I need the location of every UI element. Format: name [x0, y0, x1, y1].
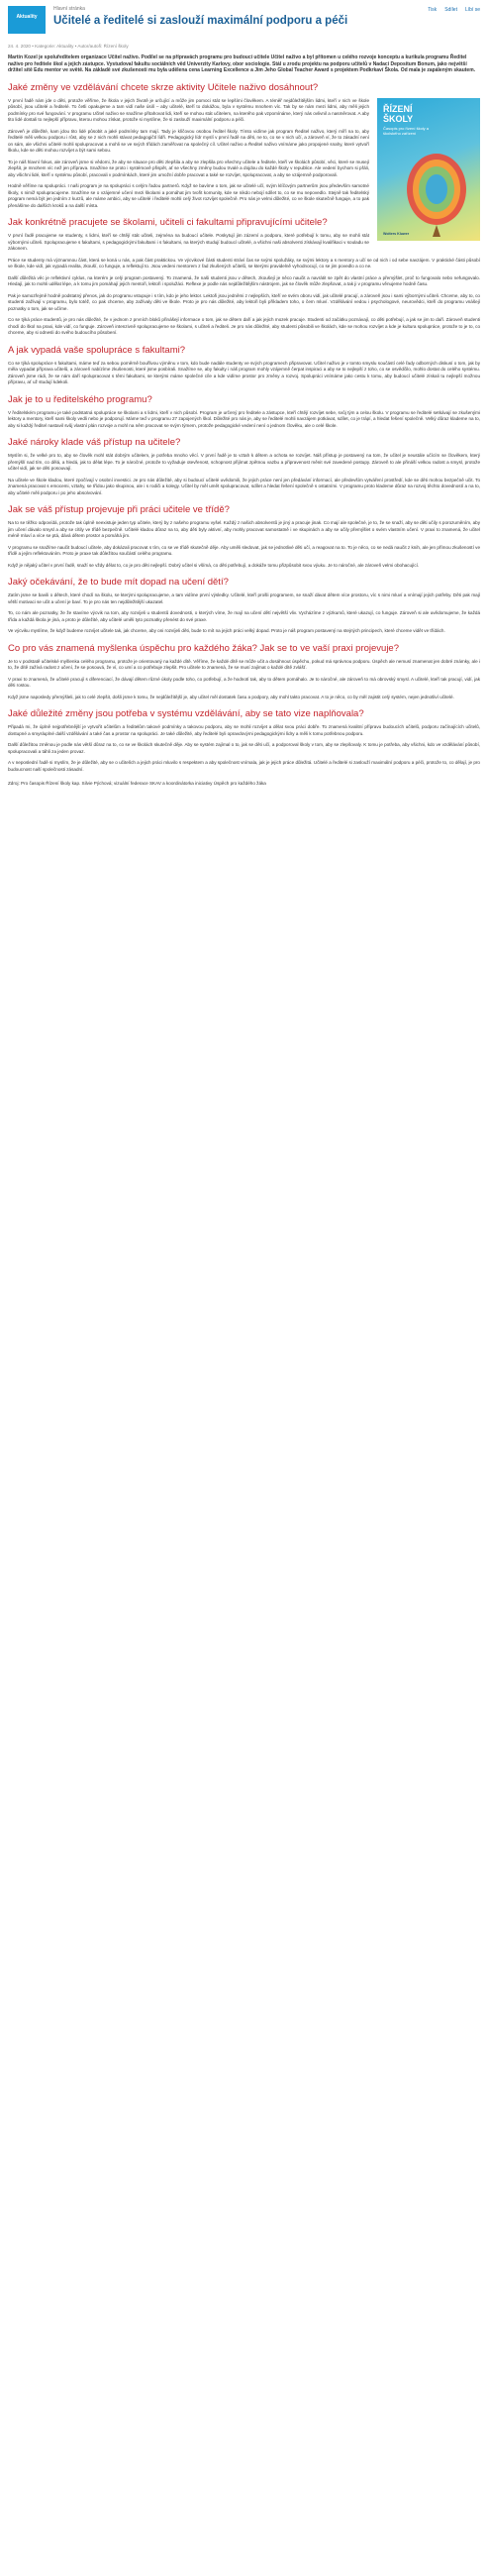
section-heading: Jaké důležité změny jsou potřeba v systému vzdělávání, aby se tato vize naplňovala? [8, 708, 364, 720]
print-button[interactable]: Tisk [428, 7, 438, 13]
article-meta: 24. 4. 2020 • Kategorie: Aktuality • Autor/autoři: Řízení školy [8, 44, 129, 49]
paragraph: V programu se snažíme naučit budoucí učitele, aby dokázali pracovat s tím, co se ve třídě skutečně děje. Aby uměli sledovat, jak se jednotlivé děti učí, a reagovat na to. To je něco, co se nedá naučit z knih, ale jen přímou zkušeností ve třídě a jejím reflektováním. Proto je praxe tak důležitou součástí celého programu. [8, 544, 480, 557]
breadcrumb[interactable]: Hlavní stránka [53, 6, 85, 12]
article-header [0, 0, 488, 34]
paragraph: V ředitelském programu je také podstatná spolupráce se školami a s lidmi, kteří v nich působí. Program je určený pro ředitele a zástupce, kteří chtějí rozvíjet sebe, svůj tým a celou školu. V programu se ředitelé setkávají se zkušenými lektory a mentory, kteří sami školy vedli nebo je podporují. Máme teď v programu 27 zapojených škol. Důležité pro nás je, aby se ředitelé mohli navzájem potkávat, sdílet, co je trápí, a hledat řešení společně. Velký důraz klademe na to, aby si každý ředitel nastavil svůj vlastní plán rozvoje a mohl na něm pracovat se svým týmem, protože pedagogické vedení není o jednom člověku, ale o celé škole. [8, 409, 480, 428]
cover-publisher: Wolters Kluwer [383, 231, 410, 236]
paragraph: Co se týká práce studentů, je pro nás důležité, že v jednom z prvních bloků přinášejí informace o tom, jak se dětem daří a jak jejich mozek pracuje. Studenti od začátku poznávají, co děti potřebují, a jak se jim to daří. Zároveň studenti chodí do škol na praxi, kde vidí, co funguje. Zároveň intenzivně spolupracujeme se školami, s učiteli a řediteli. Je pro nás důležité, aby studenti působili ve školách, kde se mohou rozvíjet a kde je kultura spolupráce, protože to je to, co chceme, aby si odnesli do svého budoucího působení. [8, 317, 480, 336]
paragraph: V praxi to znamená, že učitelé pracují s diferenciací, že dávají dětem různé úkoly podle toho, co potřebují, a že hodnotí tak, aby to dětem pomáhalo. Je to náročné, ale zároveň to má obrovský smysl. A učitelé, kteří tak pracují, vidí, jak děti rostou. [8, 676, 480, 689]
paragraph: Když jsme naposledy přemýšleli, jak to celé zlepšit, došli jsme k tomu, že nejdůležitější je, aby učitel měl dostatek času a podpory, aby mohl takto pracovat. A to je něco, co by měl zajistit celý systém, nejen jednotliví učitelé. [8, 694, 454, 699]
paragraph: To, co nám ale poznatky, že že stavíme výcvik na tom, aby rozvíjeli u studentů dovednosti, o kterých víme, že mají na učení dětí největší vliv. Vycházíme z výzkumů, které ukazují, co funguje. Zároveň si ale uvědomujeme, že každá třída a každá škola je jiná, a proto je důležité, aby učitelé uměli tyto poznatky přenést do své praxe. [8, 610, 480, 622]
header-main [53, 6, 422, 28]
page-title: Učitelé a ředitelé si zaslouží maximální podporu a péči [53, 15, 348, 27]
paragraph: V první řadě nám jde o děti, protože věříme, že škola v jejich životě je určující a může jim pomoci stát se lepšími člověkem. A téměř nejdůležitějším lidmi, kteří v nich ve škole působí, jsou učitelé a ředitelé. To četli opakujeme a tam vidí naše úsilí – aby učitelé, kteří to dokážou, byla v systému mnohem víc. Tak by se nám mezi lidmi, aby měli jejich podmínky pro své fungování. V programu Učitel naživo se snažíme přitahovat lidi, kteří se mohou stát učitelem, na kterého pak vzpomínáme, který nás ovlivnil a nasměrovat. A aby tito lidé dostali to nejlepší přípravu, kterou mohou získat, protože si myslíme, že si zaslouží maximální podporu a péči. [8, 97, 369, 123]
cover-subtitle: Časopis pro řízení školy a školského zařízení [383, 125, 430, 136]
cover-title: ŘÍZENÍ ŠKOLY [383, 103, 414, 124]
paragraph: Když je nějaký učitel v první řadě, snaží se vždy dělat to, co je pro děti nejlepší. Dobrý učitel si všímá, co děti potřebují, a dokáže tomu přizpůsobit svou výuku. Je to náročné, ale zároveň velmi obohacující. [8, 562, 420, 568]
paragraph: Připadá mi, že úplně nejpotřebnější je vytvořit učitelům a ředitelům takové podmínky a takovou podporu, aby se mohli rozvíjet a dělat svou práci dobře. To znamená kvalitní přípravu budoucích učitelů, podporu začínajících učitelů, dostupné a smysluplné další vzdělávání a také čas a prostor na spolupráci. Je také důležité, aby ředitelé byli opravdovými pedagogickými lídry a měli k tomu potřebnou podporu. [8, 724, 480, 736]
section-heading: Jak konkrétně pracujete se školami, učiteli ci fakultami připravujícími učitele? [8, 217, 328, 229]
paragraph: Zatím jsme se bavili o dětech, které chodí na školu, se kterými spolupracujeme, a tam vidíme první výsledky. Učitelé, kteří prošli programem, se snaží dávat dětem více prostoru, víc s nimi mluví a vnímají jejich potřeby. Děti pak mají větší motivaci se učit a učení je baví. To je pro nás ten nejdůležitější ukazatel. [8, 592, 480, 604]
like-button[interactable]: Líbí se [464, 7, 480, 13]
paragraph: Na to se těžko odpovídá, protože tak úplně neexistuje jeden typ učitele, který by z našeho programu vyšel. Každý z našich absolventů je jiný a pracuje jinak. Co mají ale společné, je to, že se snaží, aby se děti učily s porozuměním, aby jim učení dávalo smysl a aby se cítily ve třídě bezpečně. Učitelé kladou důraz na to, aby děti byly aktivní, aby mohly pracovat samostatně i ve skupinách a aby se učily přemýšlet o svém vlastním učení. V praxi to znamená, že učitel méně mluví a více se ptá, dává dětem prostor a pomáhá jim. [8, 520, 480, 539]
magazine-cover-image [377, 98, 480, 241]
paragraph: Pak je samozřejmě hodně podstatný přenos, jak do programu vstupuje i s tím, kdo je jeho lektor. Lektoři jsou jedněmi z nejlepších, kteří ve svém oboru vidí, jak učitelé pracují, a zároveň jsou i sami výbornými učiteli. Chceme, aby to, co studenti zažívají v programu, bylo totéž, co pak chceme, aby zažívaly děti ve škole. Proto je pro nás důležité, aby lektoři byli příkladem toho, o čem mluví. Vzdělávání vedou i psychologové, neurovědci, kteří do programu vnášejí poznatky o tom, jak se učíme. [8, 292, 480, 311]
paragraph: To je náš hlavní fokus, ale zároveň jsme si vědomi, že aby se situace pro děti zlepšila a aby se zlepšila pro všechny učitele a ředitele, kteří ve školách působí, věci, které se musejí zlepšit, je mnohem víc než jen příprava. Snažíme se proto i systémově přispět, ať se všechny změny budou trvalé a dojdou do každé školy v republice. Ale vedení bychom si přáli, aby všichni lidé, kteří v systému působí, pracovali v podmínkách, které jim umožní dobře pracovat a také se rozvíjet, spolupracovat, a aby se vzájemně podporovali. [8, 159, 369, 177]
paragraph: Ve výcviku myslíme, že když budeme rozvíjet učitele tak, jak chceme, aby oni rozvíjeli děti, bude to mít na jejich práci velký dopad. Proto je náš program postavený na stejných principech, které chceme vidět ve třídách. [8, 628, 445, 634]
category-badge[interactable]: Aktuality [8, 6, 46, 34]
article-actions [428, 6, 480, 13]
article-body [0, 82, 488, 793]
paragraph: Zároveň je důležité, kam jdou tito lidé působit a jaké podmínky tam mají. Tady je klíčovou osobou ředitel školy. Tímto vidíme jak program Ředitel naživo, který míří na to, aby ředitelé měli velkou podporu i růst, aby se z nich mohli stávat pedagogičtí lídři. Pedagogický lídr myslí v první řadě na děti, ne to, co se v nich učí, a zároveň ví, že to zásadní není on sám, ale všichni učitelé mohli spolupracovat a mohli se ve svých třídách zaměřovat na společný cíl. Učitel naživo a Ředitel naživo vnímáme jako propojené snahy, které vytvoří školu, kde se děti mohou rozvíjet a být sami sebou. [8, 128, 369, 154]
paragraph: Myslím si, že velké pro to, aby se člověk mohl stát dobrým učitelem, je potřeba mnoho věcí. V první řadě je to vztah k dětem a ochota se rozvíjet. Náš přístup je postavený na tom, že učitel je neustále učícím se člověkem, který přemýšlí nad tím, co dělá, a hledá, jak to dělat lépe. To je náročné, protože to vyžaduje otevřenost, schopnost přijímat zpětnou vazbu a připravenost měnit své zavedené postupy. Zároveň to ale přináší velkou radost a smysl, protože učitel vidí, jak se děti posouvají. [8, 453, 480, 472]
section-heading: Jak je to u ředitelského programu? [8, 393, 152, 405]
section-heading: Jaké změny ve vzdělávání chcete skrze aktivity Učitele naživo dosáhnout? [8, 81, 319, 93]
paragraph: Co se týká spolupráce s fakultami, máme teď za sebou poměrně bouřlivou výměnu v tom, kdo bude nadále studenty ve svých programech připravovat. Učitel naživo je v tomto smyslu součástí celé řady odborných diskusí o tom, jak by měla vypadat příprava učitelů, a zároveň nabízíme zkušenosti, které jsme posbírali. Snažíme se, aby fakulty i náš program mohly vzájemně čerpat inspiraci a aby se to nejlepší z toho, co se osvědčilo, mohlo dostat do celého systému. Zároveň jsme rádi, že se nám daří spolupracovat s těmi fakultami, se kterými máme společné cíle a kde vidíme prostor pro změny a rozvoj. Spolupráci vnímáme jako cestu k tomu, aby budoucí učitelé získali tu nejlepší možnou přípravu, ať už studují kdekoli. [8, 360, 480, 385]
share-button[interactable]: Sdílet [444, 7, 457, 13]
paragraph: Další důležitá věc je reflektivní cyklus, na kterém je celý program postavený. To znamená, že naši studenti jsou v dětech, zkoušejí je něco naučit a navrátit se zpět do vlastní práce a přemýšlet, proč to fungovalo nebo nefungovalo. Hledají, jak to mohli udělat lépe, a k tomu jim pomáhají jejich mentoři, lektoři i spolužáci. Reflexe je podle nás nejdůležitějším nástrojem, jak se člověk může zlepšovat, a tak ji v programu věnujeme hodně času. [8, 274, 480, 287]
section-heading: Jaké nároky klade váš přístup na učitele? [8, 437, 181, 449]
section-heading: A jak vypadá vaše spolupráce s fakultami? [8, 344, 186, 356]
article-page [0, 0, 488, 800]
paragraph: Je to v podstatě učitelské myšlenka celého programu, protože je orientovaný na každé dítě. Věříme, že každé dítě se může učit a dosáhnout úspěchu, pokud má správnou podporu. Úspěch ale nemusí znamenat jen dobré známky, ale i to, že dítě zažívá radost z učení, že se posouvá, že ví, co umí a co potřebuje zlepšit. Pro učitele to znamená, že se musí zajímat o každé dítě zvlášť. [8, 658, 480, 671]
paragraph: V první řadě pracujeme se studenty, s lidmi, kteří se chtějí stát učiteli, zejména na budoucí učitele. Poskytují jim zázemí a podporu, které potřebují k tomu, aby se mohli stát výbornými učiteli. Spolupracujeme s fakultami, s pedagogickými fakultami i s fakultami, na kterých studují budoucí učitelé, a všichni naši absolventi získávají kvalifikaci v souladu se zákonem. [8, 233, 369, 252]
paragraph: Na učitele ve škole kladou, které zpočívají v osobní investici. Je pro nás důležité, aby si budoucí učitelé uvědomili, že jejich práce není jen předávání informací, ale především vytváření prostředí, kde se děti mohou bezpečně učit. To znamená pracovat s emocemi, vztahy, se třídou jako skupinou, ale i s rodiči a kolegy. Učitel by měl umět spolupracovat, sdílet a hledat řešení společně s ostatními. V programu proto klademe důraz na rozvoj těchto dovedností a na to, aby učitelé měli podporu i po jeho absolvování. [8, 477, 480, 495]
paragraph: Hodně věříme na spolupráci. I naši program je na spolupráci s celým řadou partnerů. Když se bavíme o tom, jak se učitelé učí, svým klíčovým partnerům jsou především samotné školy, s nimiž spolupracujeme. Snažíme se o vzájemné učení mezi školami a pomáhat jim tvořit komunity, kde se nikdo nebojí sdílet to, co se mu nepovedlo. Stejně tak ředitelský program nemá být jen jedním z kurzů, ale máme ambici, aby se učitelé i ředitelé mohli celý život rozvíjet společně. Pro nás je velmi důležité, co ve škole skutečně funguje, a to pak přenášíme do dalších kroků a na další místa. [8, 183, 369, 208]
paragraph: Práce se studenty má významnou část, která se koná u nás, a pak část praktickou. Ve výcvikové části studenti stráví čas se svými spolužáky, se svými lektory a s mentory a učí se od nich i od sebe navzájem. V praktické části působí ve škole, kde vidí, jak vypadá realita, zkouší, co funguje, a reflektují to. Jsou vedeni mentorem z řad zkušených učitelů, se kterými pravidelně vyhodnocují, co se jim povedlo a co ne. [8, 257, 480, 269]
section-heading: Jak se váš přístup projevuje při práci učitele ve třídě? [8, 504, 230, 516]
article-intro: Martin Kozel je spoluředitelem organizace Učitel naživo. Podílel se na přípravách programu pro budoucí učitele Učitel naživo a byl přítomen u celého rozvoje konceptu a kurikula programu Ředitel naživo pro ředitele škol a jejich zástupce. Vystudoval fakultu sociálních věd Univerzity Karlovy, obor sociologie. Stál u zrodu projektu na podporu učitelů v Nadaci Depositum Bonum, jako největší držitel sítě Edu mentor ve světě. Na základě své zkušenosti mu byla udělena cena Learning Excellence a Jim Jeho Global Teacher Award s projektem Podkrkaví Škola. Od mala je zapáleným skautem. [8, 54, 476, 74]
article-source: Zdroj: Pro časopis Řízení školy kap. Silvie Pýchová; vizuální federace SKAV a koordinátorka iniciativy Úspěch pro každého žáka [8, 781, 266, 787]
paragraph: Další důležitou změnou je podle nás větší důraz na to, co se ve školách skutečně děje. Aby se systém zajímal o to, jak se děti učí, a podporoval školy v tom, aby se zlepšovaly. K tomu je potřeba, aby všichni, kdo ve vzdělávání působí, spolupracovali a táhli za jeden provaz. [8, 742, 480, 754]
paragraph: A v neposlední řadě si myslím, že je důležité, aby se o učitelích a jejich práci mluvilo s respektem a aby společnost vnímala, jak je jejich práce důležitá. Učitelé a ředitelé si zaslouží maximální podporu a péči, protože to, co dělají, je pro budoucnost naší společnosti zásadní. [8, 760, 480, 772]
section-heading: Co pro vás znamená myšlenka úspěchu pro každého žáka? Jak se to ve vaší praxi projevuje? [8, 642, 399, 654]
section-heading: Jaký očekávání, že to bude mít dopad na učení dětí? [8, 577, 229, 589]
